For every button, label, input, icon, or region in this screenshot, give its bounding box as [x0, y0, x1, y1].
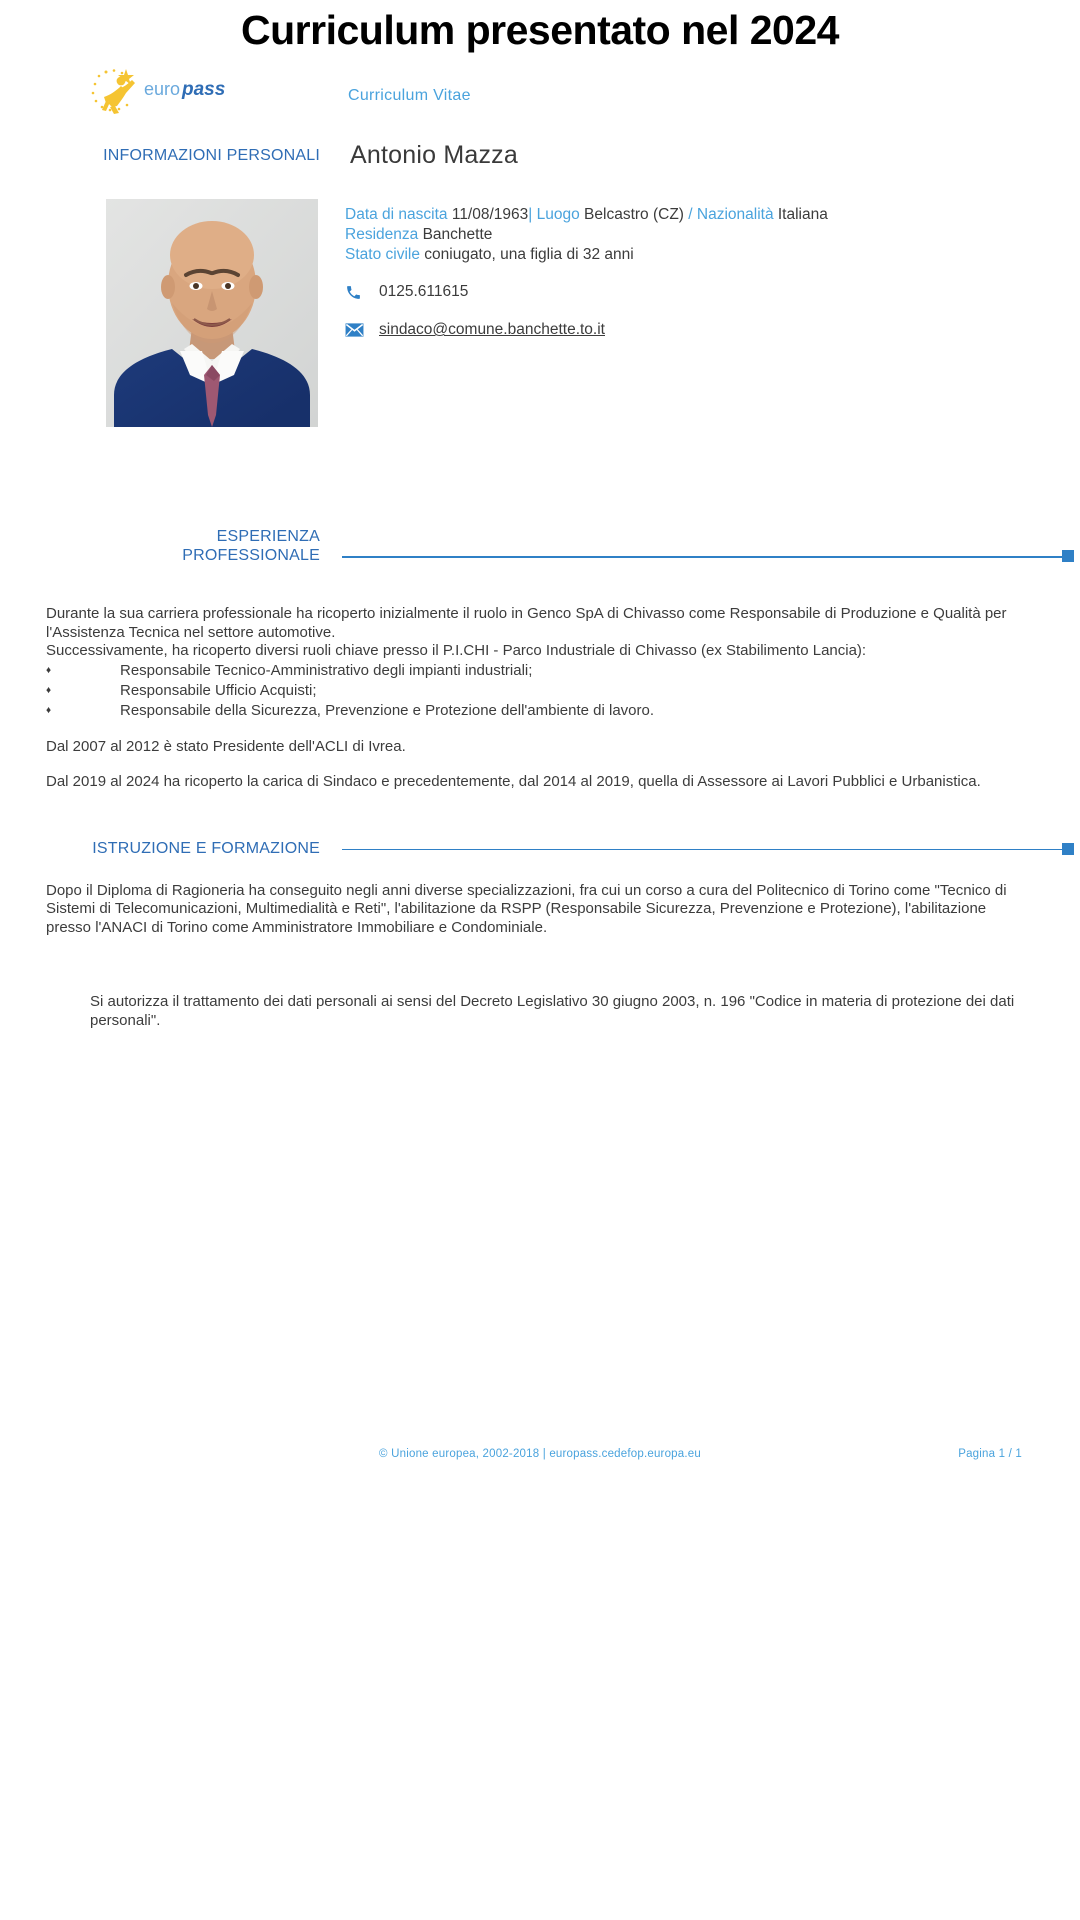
privacy-authorization-text: Si autorizza il trattamento dei dati personali ai sensi del Decreto Legislativo 30 giugno 2003, n. 196 "Codice in materia di protezione dei dati personali".: [90, 993, 1015, 1029]
rule-line: [342, 556, 1062, 558]
europass-header: [0, 67, 1080, 129]
contact-email-row[interactable]: [345, 315, 1005, 345]
rule-line: [342, 849, 1062, 851]
detail-line-marital: [345, 245, 1005, 265]
footer-copyright: © Unione europea, 2002-2018 | europass.cedefop.europa.eu: [379, 1448, 701, 1460]
phone-number: 0125.611615: [379, 283, 469, 301]
personal-details: [345, 205, 1005, 265]
footer-page-number: Pagina 1 / 1: [958, 1448, 1022, 1460]
section-rule-experience: [342, 547, 1074, 567]
field-separator: |: [528, 206, 533, 224]
nationality-value: Italiana: [777, 206, 828, 224]
marital-value: coniugato, una figlia di 32 anni: [424, 246, 634, 264]
curriculum-vitae-label: Curriculum Vitae: [348, 87, 471, 105]
envelope-icon: [345, 323, 371, 337]
section-label-education: ISTRUZIONE E FORMAZIONE: [92, 839, 320, 857]
phone-icon: [345, 284, 371, 301]
page-footer: [0, 1448, 1080, 1472]
birth-label: Data di nascita: [345, 206, 448, 224]
rule-end-square: [1062, 550, 1074, 562]
europass-logo-icon: [88, 67, 228, 115]
list-item: ♦ Responsabile Tecnico-Amministrativo degli impianti industriali;: [46, 661, 1022, 681]
contact-block: [345, 277, 1005, 353]
experience-paragraph-1: Durante la sua carriera professionale ha ricoperto inizialmente il ruolo in Genco SpA di Chivasso come Responsabile di Produzione e Qualità per l'Assistenza Tecnica nel settore automotive.: [46, 605, 1007, 641]
detail-line-residence: [345, 225, 1005, 245]
email-link[interactable]: sindaco@comune.banchette.to.it: [379, 321, 605, 339]
residence-label: Residenza: [345, 226, 419, 244]
section-label-experience: [0, 527, 320, 567]
residence-value: Banchette: [422, 226, 493, 244]
rule-end-square: [1062, 843, 1074, 855]
svg-text:euro: euro: [144, 79, 181, 100]
nationality-label: / Nazionalità: [688, 206, 774, 224]
education-body: [46, 882, 1022, 938]
birth-value: 11/08/1963: [451, 206, 529, 224]
svg-text:pass: pass: [182, 79, 226, 101]
page-title: Curriculum presentato nel 2024: [241, 7, 839, 53]
section-label-experience-line1: ESPERIENZA: [216, 528, 320, 546]
profile-photo: [106, 199, 318, 427]
experience-paragraph-2: Successivamente, ha ricoperto diversi ruoli chiave presso il P.I.CHI - Parco Industriale di Chivasso (ex Stabilimento Lancia):: [46, 642, 867, 660]
list-item: ♦ Responsabile della Sicurezza, Prevenzione e Protezione dell'ambiente di lavoro.: [46, 701, 1022, 721]
place-label: Luogo: [536, 206, 580, 224]
section-label-experience-line2: PROFESSIONALE: [182, 547, 320, 565]
experience-paragraph-4: Dal 2019 al 2024 ha ricoperto la carica di Sindaco e precedentemente, dal 2014 al 2019, quella di Assessore ai Lavori Pubblici e Urbanistica.: [46, 773, 981, 791]
education-paragraph-1: Dopo il Diploma di Ragioneria ha conseguito negli anni diverse specializzazioni, fra cui un corso a cura del Politecnico di Torino come "Tecnico di Sistemi di Telecomunicazioni, Multimedialità e Reti", l'abilitazione da RSPP (Responsabile Sicurezza, Prevenzione e Protezione), l'abilitazione presso l'ANACI di Torino come Amministratore Immobiliare e Condominiale.: [46, 881, 1007, 936]
personal-information-section: [0, 141, 1080, 417]
experience-paragraph-3: Dal 2007 al 2012 è stato Presidente dell'ACLI di Ivrea.: [46, 737, 406, 755]
detail-line-birth: [345, 205, 1005, 225]
section-label-personal-information: INFORMAZIONI PERSONALI: [103, 147, 320, 165]
experience-bullet-list: [46, 661, 1022, 721]
person-name: Antonio Mazza: [350, 141, 518, 170]
marital-label: Stato civile: [345, 246, 420, 264]
section-header-experience: [0, 525, 1080, 567]
list-item: ♦ Responsabile Ufficio Acquisti;: [46, 681, 1022, 701]
section-rule-education: [342, 840, 1074, 860]
experience-body: [46, 605, 1022, 792]
contact-phone-row: [345, 277, 1005, 307]
place-value: Belcastro (CZ): [584, 206, 684, 224]
section-header-education: [0, 818, 1080, 860]
